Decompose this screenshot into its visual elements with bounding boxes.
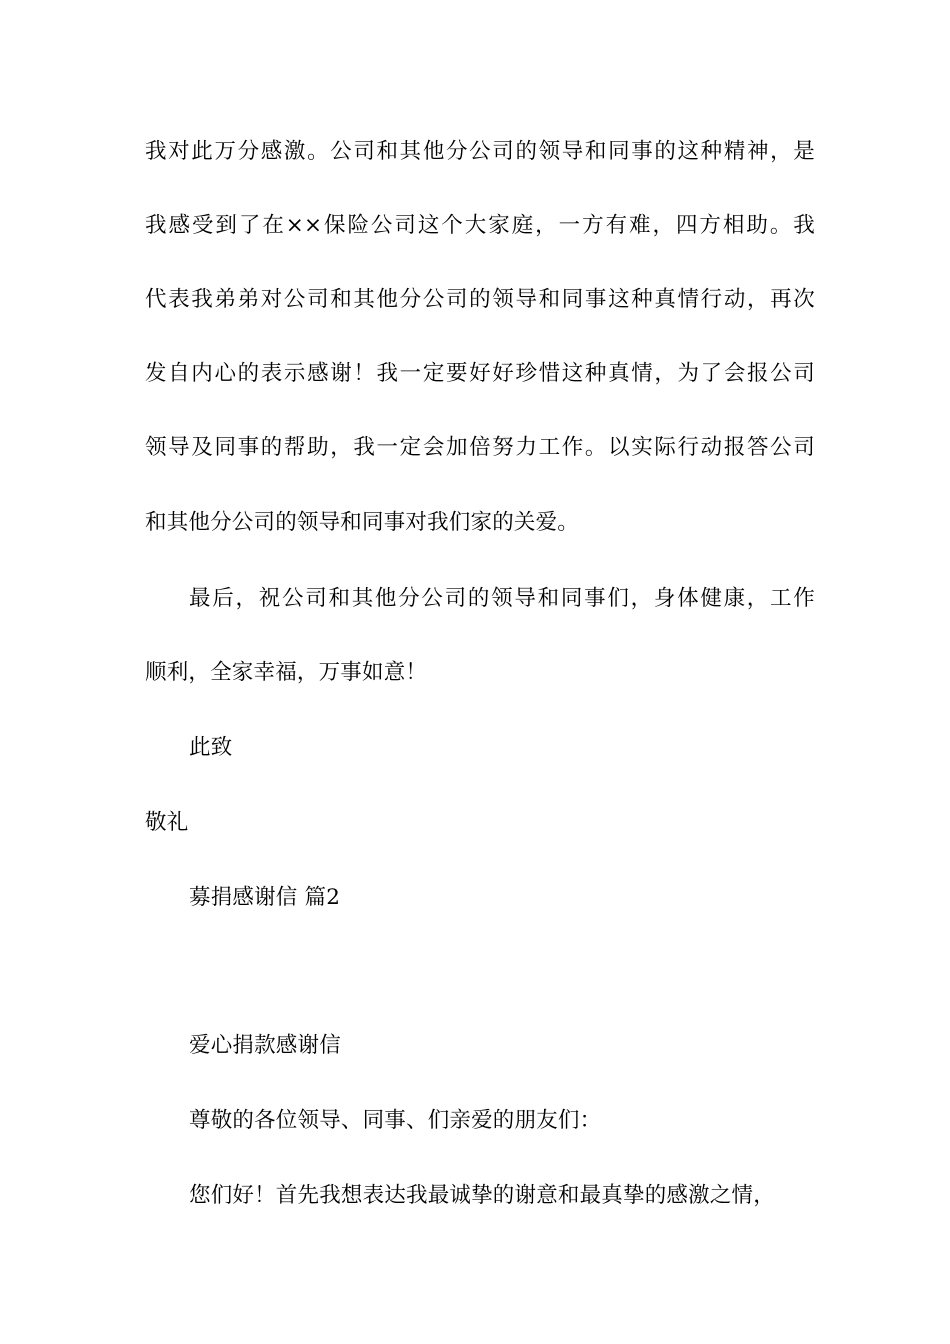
paragraph-line-1: 我对此万分感激。公司和其他分公司的领导和同事的这种精神，是 bbox=[145, 139, 815, 164]
salutation-cizhi: 此致 bbox=[189, 735, 233, 760]
paragraph-line-6: 和其他分公司的领导和同事对我们家的关爱。 bbox=[145, 510, 580, 535]
paragraph-line-3: 代表我弟弟对公司和其他分公司的领导和同事这种真情行动，再次 bbox=[145, 287, 815, 312]
section-heading: 募捐感谢信 篇2 bbox=[189, 885, 341, 910]
salutation-jingli: 敬礼 bbox=[145, 810, 189, 835]
paragraph-line-2: 我感受到了在××保险公司这个大家庭，一方有难，四方相助。我 bbox=[145, 213, 815, 238]
closing-wish-line-1: 最后，祝公司和其他分公司的领导和同事们，身体健康，工作 bbox=[189, 586, 815, 611]
paragraph-line-5: 领导及同事的帮助，我一定会加倍努力工作。以实际行动报答公司 bbox=[145, 435, 815, 460]
letter-greeting: 尊敬的各位领导、同事、们亲爱的朋友们： bbox=[189, 1108, 602, 1133]
paragraph-line-4: 发自内心的表示感谢！我一定要好好珍惜这种真情，为了会报公司 bbox=[145, 361, 815, 386]
closing-wish-line-2: 顺利，全家幸福，万事如意！ bbox=[145, 660, 428, 685]
letter-title: 爱心捐款感谢信 bbox=[189, 1033, 341, 1058]
letter-opening-line: 您们好！首先我想表达我最诚挚的谢意和最真挚的感激之情， bbox=[189, 1183, 775, 1208]
